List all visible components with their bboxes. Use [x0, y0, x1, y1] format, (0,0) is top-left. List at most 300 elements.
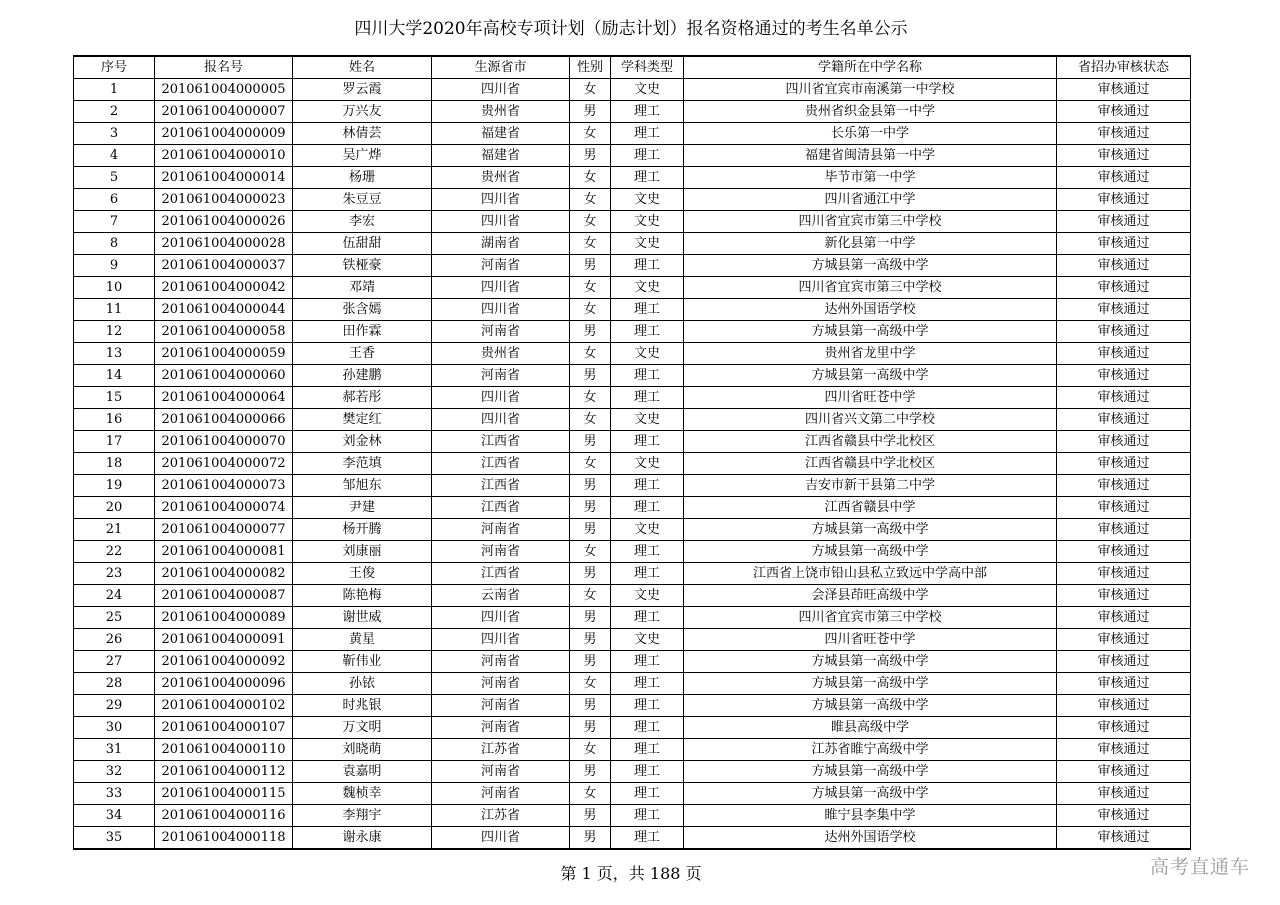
cell-gender: 女 [570, 79, 611, 101]
cell-name: 时兆银 [293, 695, 432, 717]
table-row [74, 79, 1191, 101]
page-title: 四川大学2020年高校专项计划（励志计划）报名资格通过的考生名单公示 [354, 19, 908, 39]
cell-review-status: 审核通过 [1057, 123, 1191, 145]
cell-gender: 男 [570, 431, 611, 453]
cell-gender: 女 [570, 167, 611, 189]
table-row [74, 783, 1191, 805]
cell-index: 20 [74, 497, 155, 519]
cell-province: 福建省 [432, 123, 570, 145]
cell-review-status: 审核通过 [1057, 519, 1191, 541]
cell-gender: 男 [570, 563, 611, 585]
cell-school-name: 达州外国语学校 [684, 299, 1057, 321]
cell-registration-no: 201061004000072 [155, 453, 293, 475]
cell-province: 湖南省 [432, 233, 570, 255]
cell-school-name: 方城县第一高级中学 [684, 651, 1057, 673]
table-row [74, 277, 1191, 299]
table-row [74, 717, 1191, 739]
cell-subject-type: 文史 [611, 343, 684, 365]
cell-subject-type: 理工 [611, 299, 684, 321]
header-gender: 性别 [570, 56, 611, 79]
cell-review-status: 审核通过 [1057, 277, 1191, 299]
cell-name: 樊定红 [293, 409, 432, 431]
cell-registration-no: 201061004000091 [155, 629, 293, 651]
table-header-row [74, 56, 1191, 79]
cell-name: 郝若彤 [293, 387, 432, 409]
table-row [74, 431, 1191, 453]
cell-index: 12 [74, 321, 155, 343]
cell-review-status: 审核通过 [1057, 761, 1191, 783]
cell-name: 杨开腾 [293, 519, 432, 541]
cell-school-name: 福建省闽清县第一中学 [684, 145, 1057, 167]
cell-gender: 男 [570, 607, 611, 629]
cell-subject-type: 理工 [611, 123, 684, 145]
cell-index: 14 [74, 365, 155, 387]
cell-registration-no: 201061004000005 [155, 79, 293, 101]
cell-registration-no: 201061004000077 [155, 519, 293, 541]
cell-school-name: 新化县第一中学 [684, 233, 1057, 255]
cell-review-status: 审核通过 [1057, 607, 1191, 629]
cell-registration-no: 201061004000026 [155, 211, 293, 233]
cell-registration-no: 201061004000037 [155, 255, 293, 277]
cell-province: 江西省 [432, 563, 570, 585]
cell-review-status: 审核通过 [1057, 79, 1191, 101]
cell-name: 魏桢幸 [293, 783, 432, 805]
cell-province: 河南省 [432, 717, 570, 739]
cell-registration-no: 201061004000107 [155, 717, 293, 739]
cell-gender: 男 [570, 497, 611, 519]
cell-gender: 女 [570, 233, 611, 255]
cell-gender: 男 [570, 255, 611, 277]
cell-index: 21 [74, 519, 155, 541]
cell-registration-no: 201061004000059 [155, 343, 293, 365]
cell-province: 四川省 [432, 409, 570, 431]
cell-name: 袁嘉明 [293, 761, 432, 783]
cell-school-name: 四川省宜宾市第三中学校 [684, 211, 1057, 233]
cell-registration-no: 201061004000060 [155, 365, 293, 387]
cell-province: 四川省 [432, 607, 570, 629]
cell-registration-no: 201061004000010 [155, 145, 293, 167]
cell-gender: 男 [570, 717, 611, 739]
cell-province: 河南省 [432, 255, 570, 277]
watermark: 高考直通车 [1149, 856, 1250, 878]
cell-school-name: 达州外国语学校 [684, 827, 1057, 850]
cell-subject-type: 文史 [611, 233, 684, 255]
table-row [74, 739, 1191, 761]
cell-school-name: 江西省上饶市铅山县私立致远中学高中部 [684, 563, 1057, 585]
cell-review-status: 审核通过 [1057, 475, 1191, 497]
cell-index: 16 [74, 409, 155, 431]
cell-school-name: 毕节市第一中学 [684, 167, 1057, 189]
candidate-table [73, 55, 1191, 850]
cell-index: 18 [74, 453, 155, 475]
cell-school-name: 方城县第一高级中学 [684, 695, 1057, 717]
cell-registration-no: 201061004000112 [155, 761, 293, 783]
cell-gender: 女 [570, 409, 611, 431]
cell-index: 22 [74, 541, 155, 563]
cell-name: 万兴友 [293, 101, 432, 123]
cell-review-status: 审核通过 [1057, 541, 1191, 563]
cell-gender: 女 [570, 387, 611, 409]
cell-province: 四川省 [432, 827, 570, 850]
cell-registration-no: 201061004000082 [155, 563, 293, 585]
cell-review-status: 审核通过 [1057, 695, 1191, 717]
cell-school-name: 方城县第一高级中学 [684, 761, 1057, 783]
page-number: 第 1 页，共 188 页 [560, 864, 702, 883]
cell-school-name: 江西省赣县中学 [684, 497, 1057, 519]
cell-province: 河南省 [432, 695, 570, 717]
cell-registration-no: 201061004000073 [155, 475, 293, 497]
cell-review-status: 审核通过 [1057, 783, 1191, 805]
cell-gender: 女 [570, 123, 611, 145]
cell-index: 28 [74, 673, 155, 695]
table-row [74, 123, 1191, 145]
cell-name: 杨珊 [293, 167, 432, 189]
cell-name: 尹建 [293, 497, 432, 519]
header-name: 姓名 [293, 56, 432, 79]
cell-index: 26 [74, 629, 155, 651]
cell-subject-type: 理工 [611, 475, 684, 497]
cell-index: 11 [74, 299, 155, 321]
cell-subject-type: 理工 [611, 101, 684, 123]
cell-school-name: 贵州省织金县第一中学 [684, 101, 1057, 123]
cell-registration-no: 201061004000116 [155, 805, 293, 827]
cell-province: 四川省 [432, 189, 570, 211]
cell-gender: 男 [570, 475, 611, 497]
cell-registration-no: 201061004000007 [155, 101, 293, 123]
cell-school-name: 会泽县茚旺高级中学 [684, 585, 1057, 607]
table-row [74, 695, 1191, 717]
cell-gender: 女 [570, 585, 611, 607]
cell-gender: 男 [570, 761, 611, 783]
cell-name: 罗云霞 [293, 79, 432, 101]
cell-index: 30 [74, 717, 155, 739]
table-row [74, 563, 1191, 585]
table-row [74, 805, 1191, 827]
table-row [74, 299, 1191, 321]
table-row [74, 145, 1191, 167]
cell-index: 8 [74, 233, 155, 255]
cell-province: 四川省 [432, 299, 570, 321]
cell-subject-type: 理工 [611, 805, 684, 827]
cell-gender: 男 [570, 695, 611, 717]
cell-province: 江西省 [432, 497, 570, 519]
cell-subject-type: 理工 [611, 739, 684, 761]
cell-review-status: 审核通过 [1057, 585, 1191, 607]
cell-index: 3 [74, 123, 155, 145]
cell-gender: 女 [570, 453, 611, 475]
cell-review-status: 审核通过 [1057, 189, 1191, 211]
cell-school-name: 四川省旺苍中学 [684, 629, 1057, 651]
cell-subject-type: 理工 [611, 431, 684, 453]
cell-province: 贵州省 [432, 343, 570, 365]
cell-registration-no: 201061004000066 [155, 409, 293, 431]
cell-review-status: 审核通过 [1057, 739, 1191, 761]
cell-subject-type: 文史 [611, 453, 684, 475]
cell-subject-type: 文史 [611, 519, 684, 541]
cell-registration-no: 201061004000087 [155, 585, 293, 607]
cell-school-name: 方城县第一高级中学 [684, 783, 1057, 805]
cell-province: 贵州省 [432, 167, 570, 189]
cell-gender: 女 [570, 673, 611, 695]
cell-gender: 男 [570, 827, 611, 850]
cell-gender: 男 [570, 629, 611, 651]
cell-index: 19 [74, 475, 155, 497]
cell-school-name: 四川省宜宾市南溪第一中学校 [684, 79, 1057, 101]
cell-review-status: 审核通过 [1057, 299, 1191, 321]
cell-school-name: 方城县第一高级中学 [684, 255, 1057, 277]
cell-school-name: 方城县第一高级中学 [684, 519, 1057, 541]
cell-subject-type: 理工 [611, 365, 684, 387]
cell-province: 江西省 [432, 453, 570, 475]
cell-subject-type: 理工 [611, 651, 684, 673]
cell-review-status: 审核通过 [1057, 673, 1191, 695]
cell-registration-no: 201061004000023 [155, 189, 293, 211]
cell-subject-type: 理工 [611, 145, 684, 167]
cell-name: 刘康丽 [293, 541, 432, 563]
cell-province: 江苏省 [432, 739, 570, 761]
cell-province: 河南省 [432, 519, 570, 541]
cell-subject-type: 文史 [611, 585, 684, 607]
cell-province: 四川省 [432, 277, 570, 299]
cell-index: 27 [74, 651, 155, 673]
cell-registration-no: 201061004000081 [155, 541, 293, 563]
cell-index: 13 [74, 343, 155, 365]
cell-gender: 男 [570, 321, 611, 343]
table-row [74, 101, 1191, 123]
cell-review-status: 审核通过 [1057, 387, 1191, 409]
cell-school-name: 江苏省睢宁高级中学 [684, 739, 1057, 761]
cell-province: 河南省 [432, 673, 570, 695]
cell-gender: 女 [570, 739, 611, 761]
cell-school-name: 吉安市新干县第二中学 [684, 475, 1057, 497]
cell-subject-type: 理工 [611, 255, 684, 277]
cell-school-name: 方城县第一高级中学 [684, 365, 1057, 387]
cell-review-status: 审核通过 [1057, 233, 1191, 255]
cell-review-status: 审核通过 [1057, 629, 1191, 651]
cell-province: 贵州省 [432, 101, 570, 123]
cell-review-status: 审核通过 [1057, 563, 1191, 585]
header-subject-type: 学科类型 [611, 56, 684, 79]
cell-province: 四川省 [432, 211, 570, 233]
table-body [74, 79, 1191, 850]
cell-registration-no: 201061004000110 [155, 739, 293, 761]
cell-province: 河南省 [432, 783, 570, 805]
cell-subject-type: 理工 [611, 387, 684, 409]
cell-subject-type: 文史 [611, 189, 684, 211]
cell-subject-type: 理工 [611, 563, 684, 585]
header-registration-no: 报名号 [155, 56, 293, 79]
cell-name: 林倩芸 [293, 123, 432, 145]
cell-index: 6 [74, 189, 155, 211]
cell-subject-type: 理工 [611, 167, 684, 189]
cell-subject-type: 文史 [611, 629, 684, 651]
cell-review-status: 审核通过 [1057, 497, 1191, 519]
cell-province: 四川省 [432, 387, 570, 409]
cell-registration-no: 201061004000118 [155, 827, 293, 850]
table-row [74, 475, 1191, 497]
table-row [74, 607, 1191, 629]
header-school-name: 学籍所在中学名称 [684, 56, 1057, 79]
table-row [74, 541, 1191, 563]
cell-subject-type: 理工 [611, 541, 684, 563]
table-row [74, 651, 1191, 673]
header-review-status: 省招办审核状态 [1057, 56, 1191, 79]
cell-review-status: 审核通过 [1057, 145, 1191, 167]
cell-school-name: 方城县第一高级中学 [684, 673, 1057, 695]
cell-gender: 女 [570, 783, 611, 805]
cell-review-status: 审核通过 [1057, 805, 1191, 827]
cell-subject-type: 理工 [611, 321, 684, 343]
cell-review-status: 审核通过 [1057, 321, 1191, 343]
cell-name: 刘金林 [293, 431, 432, 453]
cell-subject-type: 理工 [611, 695, 684, 717]
cell-review-status: 审核通过 [1057, 255, 1191, 277]
cell-school-name: 江西省赣县中学北校区 [684, 431, 1057, 453]
cell-province: 福建省 [432, 145, 570, 167]
cell-province: 江西省 [432, 431, 570, 453]
cell-review-status: 审核通过 [1057, 211, 1191, 233]
cell-province: 云南省 [432, 585, 570, 607]
cell-province: 河南省 [432, 365, 570, 387]
cell-subject-type: 理工 [611, 607, 684, 629]
table-row [74, 827, 1191, 850]
cell-name: 靳伟业 [293, 651, 432, 673]
cell-name: 刘晓萌 [293, 739, 432, 761]
cell-review-status: 审核通过 [1057, 453, 1191, 475]
cell-gender: 女 [570, 277, 611, 299]
cell-subject-type: 文史 [611, 211, 684, 233]
cell-province: 河南省 [432, 651, 570, 673]
header-province: 生源省市 [432, 56, 570, 79]
cell-registration-no: 201061004000096 [155, 673, 293, 695]
cell-index: 9 [74, 255, 155, 277]
cell-gender: 男 [570, 805, 611, 827]
cell-name: 邹旭东 [293, 475, 432, 497]
cell-name: 万文明 [293, 717, 432, 739]
cell-name: 田作霖 [293, 321, 432, 343]
cell-registration-no: 201061004000074 [155, 497, 293, 519]
cell-gender: 男 [570, 145, 611, 167]
cell-province: 河南省 [432, 321, 570, 343]
cell-gender: 男 [570, 101, 611, 123]
cell-name: 陈艳梅 [293, 585, 432, 607]
cell-index: 29 [74, 695, 155, 717]
cell-name: 黄星 [293, 629, 432, 651]
cell-school-name: 四川省通江中学 [684, 189, 1057, 211]
cell-registration-no: 201061004000014 [155, 167, 293, 189]
cell-registration-no: 201061004000028 [155, 233, 293, 255]
cell-name: 张含嫣 [293, 299, 432, 321]
table-row [74, 211, 1191, 233]
cell-index: 33 [74, 783, 155, 805]
cell-province: 四川省 [432, 629, 570, 651]
table-row [74, 343, 1191, 365]
table-row [74, 497, 1191, 519]
cell-gender: 女 [570, 541, 611, 563]
cell-school-name: 方城县第一高级中学 [684, 541, 1057, 563]
cell-subject-type: 理工 [611, 827, 684, 850]
cell-subject-type: 理工 [611, 673, 684, 695]
cell-school-name: 四川省宜宾市第三中学校 [684, 277, 1057, 299]
cell-name: 谢世威 [293, 607, 432, 629]
cell-name: 李宏 [293, 211, 432, 233]
cell-name: 铁桠豪 [293, 255, 432, 277]
table-row [74, 585, 1191, 607]
cell-subject-type: 理工 [611, 761, 684, 783]
cell-gender: 男 [570, 519, 611, 541]
cell-subject-type: 文史 [611, 409, 684, 431]
cell-gender: 男 [570, 651, 611, 673]
cell-gender: 女 [570, 189, 611, 211]
table-row [74, 387, 1191, 409]
cell-review-status: 审核通过 [1057, 717, 1191, 739]
cell-index: 4 [74, 145, 155, 167]
cell-gender: 女 [570, 211, 611, 233]
cell-index: 7 [74, 211, 155, 233]
cell-index: 10 [74, 277, 155, 299]
cell-registration-no: 201061004000092 [155, 651, 293, 673]
cell-gender: 女 [570, 343, 611, 365]
cell-index: 25 [74, 607, 155, 629]
cell-index: 23 [74, 563, 155, 585]
cell-subject-type: 理工 [611, 717, 684, 739]
cell-name: 伍甜甜 [293, 233, 432, 255]
cell-registration-no: 201061004000070 [155, 431, 293, 453]
cell-province: 江西省 [432, 475, 570, 497]
cell-school-name: 方城县第一高级中学 [684, 321, 1057, 343]
cell-registration-no: 201061004000115 [155, 783, 293, 805]
cell-name: 李范填 [293, 453, 432, 475]
cell-registration-no: 201061004000064 [155, 387, 293, 409]
cell-review-status: 审核通过 [1057, 827, 1191, 850]
cell-school-name: 江西省赣县中学北校区 [684, 453, 1057, 475]
cell-name: 邓靖 [293, 277, 432, 299]
cell-review-status: 审核通过 [1057, 167, 1191, 189]
cell-school-name: 睢宁县李集中学 [684, 805, 1057, 827]
cell-name: 王香 [293, 343, 432, 365]
cell-review-status: 审核通过 [1057, 651, 1191, 673]
cell-index: 5 [74, 167, 155, 189]
table-row [74, 167, 1191, 189]
cell-province: 河南省 [432, 761, 570, 783]
cell-index: 34 [74, 805, 155, 827]
cell-subject-type: 理工 [611, 783, 684, 805]
cell-review-status: 审核通过 [1057, 343, 1191, 365]
cell-review-status: 审核通过 [1057, 365, 1191, 387]
cell-registration-no: 201061004000058 [155, 321, 293, 343]
header-index: 序号 [74, 56, 155, 79]
cell-name: 吴广烨 [293, 145, 432, 167]
table-row [74, 519, 1191, 541]
cell-school-name: 贵州省龙里中学 [684, 343, 1057, 365]
cell-province: 四川省 [432, 79, 570, 101]
cell-index: 15 [74, 387, 155, 409]
cell-index: 2 [74, 101, 155, 123]
cell-name: 李翔宇 [293, 805, 432, 827]
cell-index: 31 [74, 739, 155, 761]
table-row [74, 629, 1191, 651]
cell-school-name: 四川省宜宾市第三中学校 [684, 607, 1057, 629]
cell-school-name: 四川省兴文第二中学校 [684, 409, 1057, 431]
cell-gender: 男 [570, 365, 611, 387]
cell-registration-no: 201061004000089 [155, 607, 293, 629]
cell-school-name: 长乐第一中学 [684, 123, 1057, 145]
cell-name: 朱豆豆 [293, 189, 432, 211]
table-row [74, 673, 1191, 695]
cell-name: 王俊 [293, 563, 432, 585]
cell-name: 孙铱 [293, 673, 432, 695]
cell-index: 17 [74, 431, 155, 453]
